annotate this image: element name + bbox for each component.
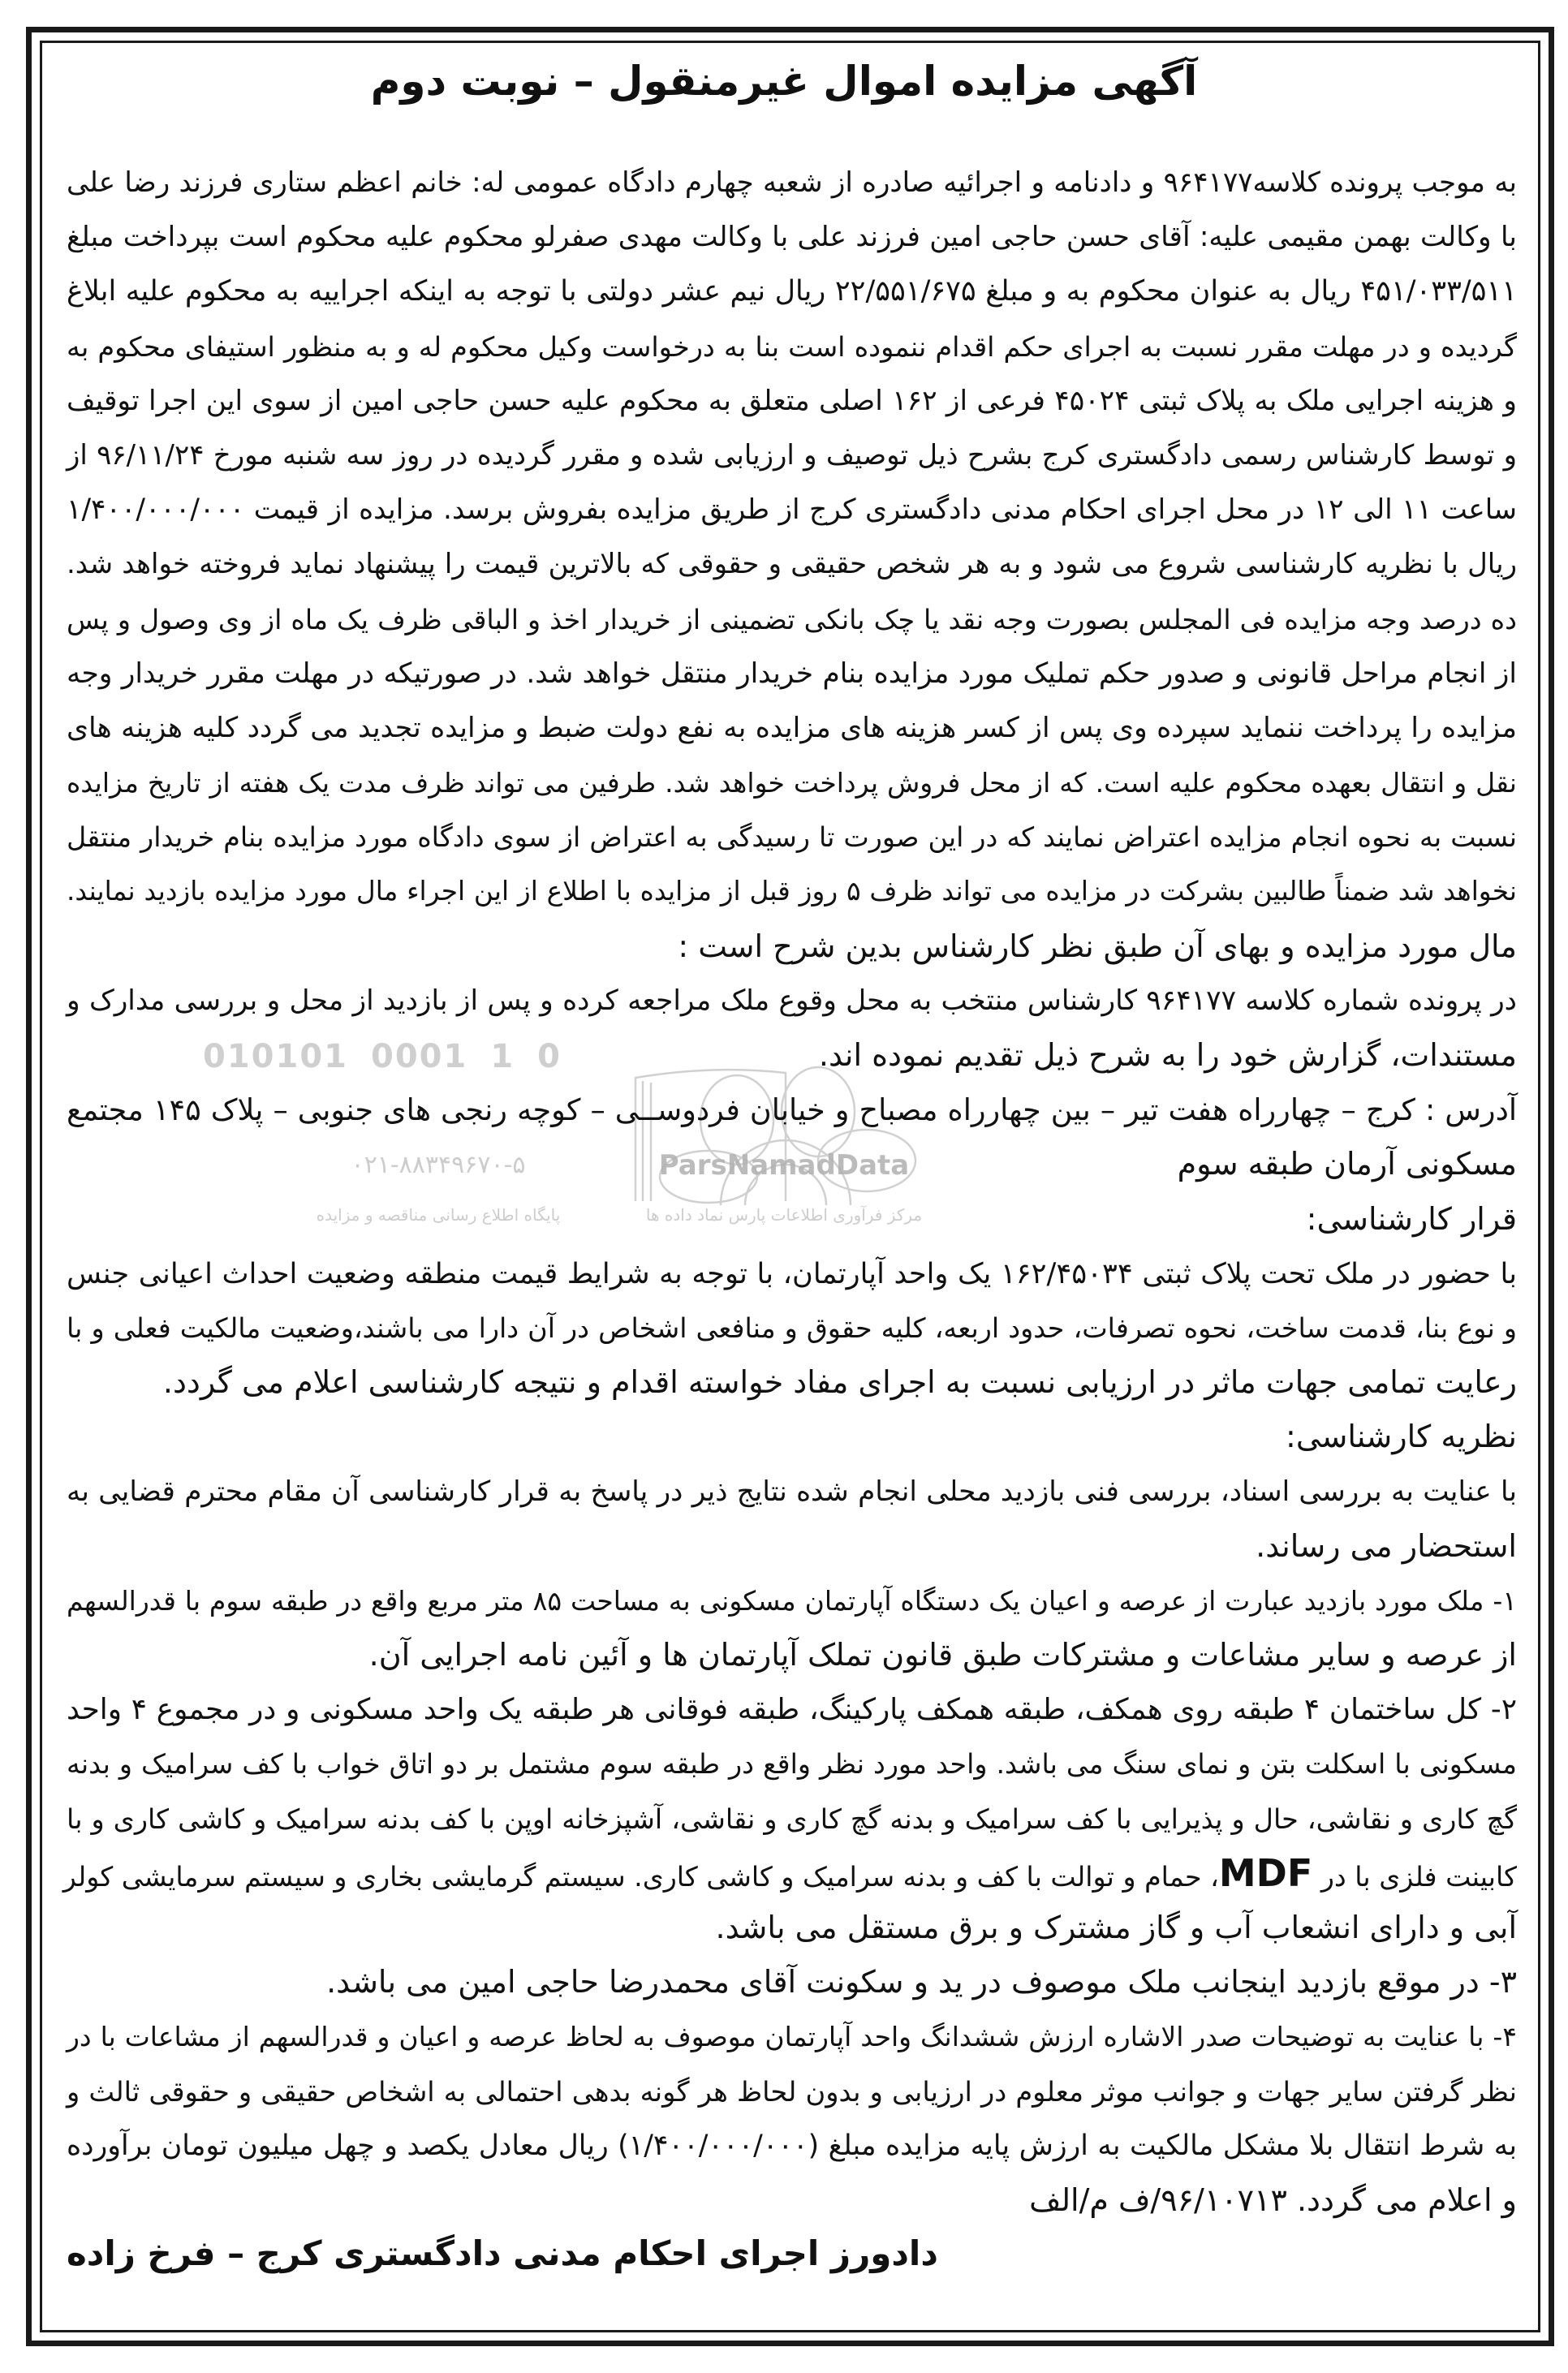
body-line: به شرط انتقال بلا مشکل مالکیت به ارزش پایه مزایده مبلغ (۱/۴۰۰/۰۰۰/۰۰۰) ریال معادل یکصد و چهل میلیون تومان برآورده xyxy=(67,2129,1517,2162)
body-line: مسکونی با اسکلت بتن و نمای سنگ می باشد. واحد مورد نظر واقع در طبقه سوم مشتمل بر دو اتاق خواب با کف سرامیک و بدنه xyxy=(67,1748,1517,1781)
watermark-digit-row: 0001 xyxy=(371,1038,468,1075)
body-line: از انجام مراحل قانونی و صدور حکم تملیک مورد مزایده بنام خریدار منتقل خواهد شد. در صورتیکه در مهلت مقرر خریدار وجه xyxy=(67,657,1517,690)
body-line: با عنایت به بررسی اسناد، بررسی فنی بازدید محلی انجام شده نتایج ذیر در پاسخ به قرار کارشناسی آن مقام محترم قضایی به xyxy=(67,1475,1517,1508)
body-line: گردیده و در مهلت مقرر نسبت به اجرای حکم اقدام ننموده است بنا به درخواست وکیل محکوم له و به منظور استیفای محکوم به xyxy=(67,330,1517,363)
body-line: ۴- با عنایت به توضیحات صدر الاشاره ارزش ششدانگ واحد آپارتمان موصوف به لحاظ عرصه و اعیان و قدرالسهم از مشاعات با در xyxy=(67,2021,1517,2053)
mdf-emphasis: MDF xyxy=(1218,1850,1313,1895)
body-line: نظر گرفتن سایر جهات و جوانب موثر معلوم در ارزیابی و بدون لحاظ هر گونه بدهی احتمالی به اشخاص حقیقی و حقوقی ثالث و xyxy=(67,2075,1517,2108)
body-line xyxy=(62,1846,1517,1901)
signature: دادورز اجرای احکام مدنی دادگستری کرج – فرخ زاده xyxy=(67,2233,938,2273)
body-line: رعایت تمامی جهات ماثر در ارزیابی نسبت به اجرای مفاد خواسته اقدام و نتیجه کارشناسی اعلام می گردد. xyxy=(162,1364,1517,1401)
body-line: با حضور در ملک تحت پلاک ثبتی ۱۶۲/۴۵۰۳۴ یک واحد آپارتمان، با توجه به شرایط قیمت منطقه وضعیت احداث اعیانی جنس xyxy=(67,1256,1517,1290)
body-line: نقل و انتقال بعهده محکوم علیه است. که از محل فروش پرداخت خواهد شد. طرفین می تواند ظرف مدت یک هفته از تاریخ مزایده xyxy=(67,767,1517,799)
watermark-digit-row: 1 xyxy=(490,1038,515,1075)
body-line: ۴۵۱/۰۳۳/۵۱۱ ریال به عنوان محکوم به و مبلغ ۲۲/۵۵۱/۶۷۵ ریال نیم عشر دولتی با توجه به اینکه اجراییه به محکوم علیه ابلاغ xyxy=(67,275,1517,308)
body-line: مزایده را پرداخت ننماید سپرده وی پس از کسر هزینه های مزایده به نفع دولت ضبط و مزایده تجدید می گردد کلیه هزینه های xyxy=(67,711,1517,744)
body-line: استحضار می رساند. xyxy=(1256,1527,1517,1564)
watermark-brand: ParsNamadData xyxy=(658,1149,910,1182)
body-line: در پرونده شماره کلاسه ۹۶۴۱۷۷ کارشناس منتخب به محل وقوع ملک مراجعه کرده و پس از بازدید از محل و بررسی مدارک و xyxy=(67,984,1517,1017)
body-line: و توسط کارشناس رسمی دادگستری کرج بشرح ذیل توصیف و ارزیابی شده و مقرر گردیده در روز سه شنبه مورخ ۹۶/۱۱/۲۴ از xyxy=(67,438,1517,472)
body-line: ۱- ملک مورد بازدید عبارت از عرصه و اعیان یک دستگاه آپارتمان مسکونی به مساحت ۸۵ متر مربع واقع در طبقه سوم با قدرالسهم xyxy=(67,1584,1517,1617)
body-line: مال مورد مزایده و بهای آن طبق نظر کارشناس بدین شرح است : xyxy=(678,928,1517,964)
body-line: ریال با نظریه کارشناسی شروع می شود و به هر شخص حقیقی و حقوقی که بالاترین قیمت را پیشنهاد نماید فروخته خواهد شد. xyxy=(67,548,1517,581)
body-line: و نوع بنا، قدمت ساخت، نحوه تصرفات، حدود اربعه، کلیه حقوق و منافعی اشخاص در آن دارا می باشند،وضعیت مالکیت فعلی و با xyxy=(67,1311,1517,1344)
watermark-phone: ۰۲۱-۸۸۳۴۹۶۷۰-۵ xyxy=(351,1151,526,1179)
body-line: ده درصد وجه مزایده فی المجلس بصورت وجه نقد یا چک بانکی تضمینی از خریدار اخذ و الباقی ظرف یک ماه از وی وصول و پس xyxy=(67,603,1517,635)
body-line: از عرصه و سایر مشاعات و مشترکات طبق قانون تملک آپارتمان ها و آئین نامه اجرایی آن. xyxy=(368,1637,1517,1673)
body-line: نظریه کارشناسی: xyxy=(1286,1419,1517,1455)
body-line-segment: کابینت فلزی با در xyxy=(1312,1860,1517,1893)
body-line: مستندات، گزارش خود را به شرح ذیل تقدیم نموده اند. xyxy=(818,1037,1517,1073)
body-line: ۲- کل ساختمان ۴ طبقه روی همکف، طبقه همکف پارکینگ، طبقه فوقانی هر طبقه یک واحد مسکونی و در مجموع ۴ واحد xyxy=(67,1693,1517,1727)
body-line: و هزینه اجرایی ملک به پلاک ثبتی ۴۵۰۲۴ فرعی از ۱۶۲ اصلی متعلق به محکوم علیه حسن حاجی امین از سوی این اجرا توقیف xyxy=(67,384,1517,417)
body-line: نسبت به نحوه انجام مزایده اعتراض نمایند که در این صورت تا رسیدگی به اعتراض از سوی دادگاه مورد مزایده بنام خریدار منتقل xyxy=(67,821,1517,854)
body-line-segment: ، حمام و توالت با کف و بدنه سرامیک و کاشی کاری. سیستم گرمایشی بخاری و سیستم سرمایشی کولر xyxy=(62,1860,1219,1893)
notice-title: آگهی مزایده اموال غیرمنقول – نوبت دوم xyxy=(370,58,1198,105)
watermark-digit-row: 0 xyxy=(537,1038,562,1075)
body-line: با وکالت بهمن مقیمی علیه: آقای حسن حاجی امین فرزند علی با وکالت مهدی صفرلو محکوم علیه محکوم است بپرداخت مبلغ xyxy=(67,221,1517,254)
body-line: گچ کاری و نقاشی، حال و پذیرایی با کف سرامیک و بدنه گچ کاری و نقاشی، آشپزخانه اوپن با کف بدنه سرامیک و کاشی کاری و با xyxy=(67,1802,1517,1835)
body-line: نخواهد شد ضمناً طالبین بشرکت در مزایده می تواند ظرف ۵ روز قبل از مزایده با اطلاع از این اجراء مال مورد مزایده بازدید نمایند. xyxy=(67,876,1518,907)
body-line: به موجب پرونده کلاسه۹۶۴۱۷۷ و دادنامه و اجرائیه صادره از شعبه چهارم دادگاه عمومی له: خانم اعظم ستاری فرزند رضا علی xyxy=(67,166,1518,199)
body-line: آدرس : کرج – چهارراه هفت تیر – بین چهارراه مصباح و خیابان فردوســی – کوچه رنجی های جنوبی – پلاک ۱۴۵ مجتمع xyxy=(67,1092,1517,1128)
body-line: آبی و دارای انشعاب آب و گاز مشترک و برق مستقل می باشد. xyxy=(715,1910,1517,1945)
watermark-subtitle-2: پایگاه اطلاع رسانی مناقصه و مزایده xyxy=(316,1205,561,1225)
body-line: مسکونی آرمان طبقه سوم xyxy=(1177,1146,1517,1182)
body-line: ۳- در موقع بازدید اینجانب ملک موصوف در ید و سکونت آقای محمدرضا حاجی امین می باشد. xyxy=(326,1964,1517,2000)
body-line: ساعت ۱۱ الی ۱۲ در محل اجرای احکام مدنی دادگستری کرج از طریق مزایده بفروش برسد. مزایده از قیمت ۱/۴۰۰/۰۰۰/۰۰۰ xyxy=(67,493,1518,527)
body-line: قرار کارشناسی: xyxy=(1306,1200,1517,1237)
watermark-subtitle: مرکز فرآوری اطلاعات پارس نماد داده ها xyxy=(645,1205,923,1225)
body-line: و اعلام می گردد. ۹۶/۱۰۷۱۳/ف م/الف xyxy=(1029,2181,1517,2218)
watermark-digit-row: 010101 xyxy=(203,1038,348,1075)
notice-body xyxy=(62,156,1518,2228)
